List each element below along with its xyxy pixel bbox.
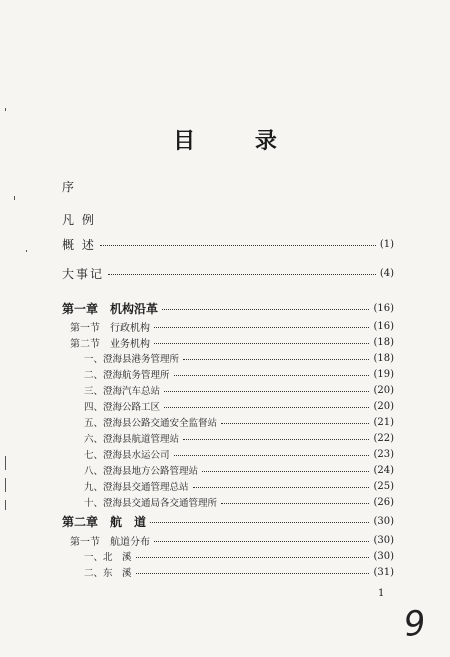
toc-page-number: (25) xyxy=(373,480,394,492)
toc-page-number: (16) xyxy=(373,320,394,332)
toc-page-number: (4) xyxy=(379,267,394,279)
toc-label: 十、澄海县交通局各交通管理所 xyxy=(84,498,218,509)
toc-label: 第一章 机构沿革 xyxy=(62,301,159,316)
toc-label: 三、澄海汽车总站 xyxy=(84,386,161,397)
leader-dots xyxy=(164,407,369,408)
toc-label: 二、东 溪 xyxy=(84,568,132,579)
leader-dots xyxy=(136,573,370,574)
scan-speck xyxy=(5,108,6,111)
toc-page-number: (20) xyxy=(373,400,394,412)
toc-entry-item xyxy=(84,398,394,414)
toc-entry-chapter-2 xyxy=(62,513,394,529)
toc-label: 凡 例 xyxy=(62,212,96,227)
toc-preface xyxy=(62,178,76,194)
toc-chronicle xyxy=(62,265,394,281)
toc-label: 一、澄海县港务管理所 xyxy=(84,354,180,365)
toc-page-number: (21) xyxy=(373,416,394,428)
toc-label: 四、澄海公路工区 xyxy=(84,402,161,413)
toc-entry-section xyxy=(70,532,394,548)
leader-dots xyxy=(183,439,369,440)
scan-speck xyxy=(5,456,6,470)
scan-speck xyxy=(5,478,6,492)
toc-label: 第一节 航道分布 xyxy=(70,536,150,548)
leader-dots xyxy=(221,503,369,504)
toc-label: 序 xyxy=(62,179,77,194)
scan-speck xyxy=(26,250,27,252)
toc-entry-section xyxy=(70,318,394,334)
leader-dots xyxy=(174,375,370,376)
leader-dots xyxy=(164,391,369,392)
toc-page-number: (16) xyxy=(373,302,394,314)
toc-page-number: (22) xyxy=(373,432,394,444)
leader-dots xyxy=(183,359,369,360)
toc-page-number: (23) xyxy=(373,448,394,460)
toc-page-number: (30) xyxy=(373,534,394,546)
scan-speck xyxy=(14,196,15,200)
leader-dots xyxy=(108,274,376,275)
leader-dots xyxy=(202,471,369,472)
toc-entry-item xyxy=(84,430,394,446)
toc-entry-item xyxy=(84,446,394,462)
toc-page-number: (31) xyxy=(373,566,394,578)
leader-dots xyxy=(150,522,369,523)
leader-dots xyxy=(154,343,369,344)
toc-label: 第二章 航 道 xyxy=(62,514,147,529)
toc-page-number: (19) xyxy=(373,368,394,380)
toc-entry-item xyxy=(84,366,394,382)
toc-page-number: (1) xyxy=(379,238,394,250)
toc-entry-item xyxy=(84,548,394,564)
toc-entry-item xyxy=(84,478,394,494)
page-title: 目 录 xyxy=(173,128,303,154)
toc-label: 八、澄海县地方公路管理站 xyxy=(84,466,199,477)
toc-page-number: (26) xyxy=(373,496,394,508)
toc-page-number: (30) xyxy=(373,550,394,562)
page-number: 1 xyxy=(378,588,385,599)
leader-dots xyxy=(154,327,369,328)
toc-page-number: (18) xyxy=(373,352,394,364)
toc-entry-item xyxy=(84,350,394,366)
toc-page-number: (30) xyxy=(373,515,394,527)
toc-label: 第一节 行政机构 xyxy=(70,322,150,334)
toc-entry-item xyxy=(84,564,394,580)
leader-dots xyxy=(136,557,370,558)
toc-label: 概 述 xyxy=(62,237,96,252)
toc-entry-item xyxy=(84,462,394,478)
toc-page-number: (20) xyxy=(373,384,394,396)
leader-dots xyxy=(193,487,370,488)
toc-entry-item xyxy=(84,382,394,398)
toc-entry-section xyxy=(70,334,394,350)
toc-label: 七、澄海县水运公司 xyxy=(84,450,170,461)
toc-label: 六、澄海县航道管理站 xyxy=(84,434,180,445)
leader-dots xyxy=(221,423,369,424)
leader-dots xyxy=(174,455,370,456)
toc-label: 二、澄海航务管理所 xyxy=(84,370,170,381)
toc-entry-chapter-1 xyxy=(62,300,394,316)
leader-dots xyxy=(100,245,376,246)
toc-overview xyxy=(62,236,394,252)
toc-guide xyxy=(62,211,96,227)
toc-page-number: (18) xyxy=(373,336,394,348)
leader-dots xyxy=(154,541,369,542)
toc-label: 九、澄海县交通管理总站 xyxy=(84,482,189,493)
toc-page-number: (24) xyxy=(373,464,394,476)
toc-label: 一、北 溪 xyxy=(84,552,132,563)
scan-speck xyxy=(5,500,6,510)
leader-dots xyxy=(162,309,369,310)
handwritten-number: 9 xyxy=(401,602,428,646)
toc-entry-item xyxy=(84,414,394,430)
toc-label: 五、澄海县公路交通安全监督站 xyxy=(84,418,218,429)
toc-entry-item xyxy=(84,494,394,510)
toc-label: 大事记 xyxy=(62,266,105,281)
toc-label: 第二节 业务机构 xyxy=(70,338,150,350)
